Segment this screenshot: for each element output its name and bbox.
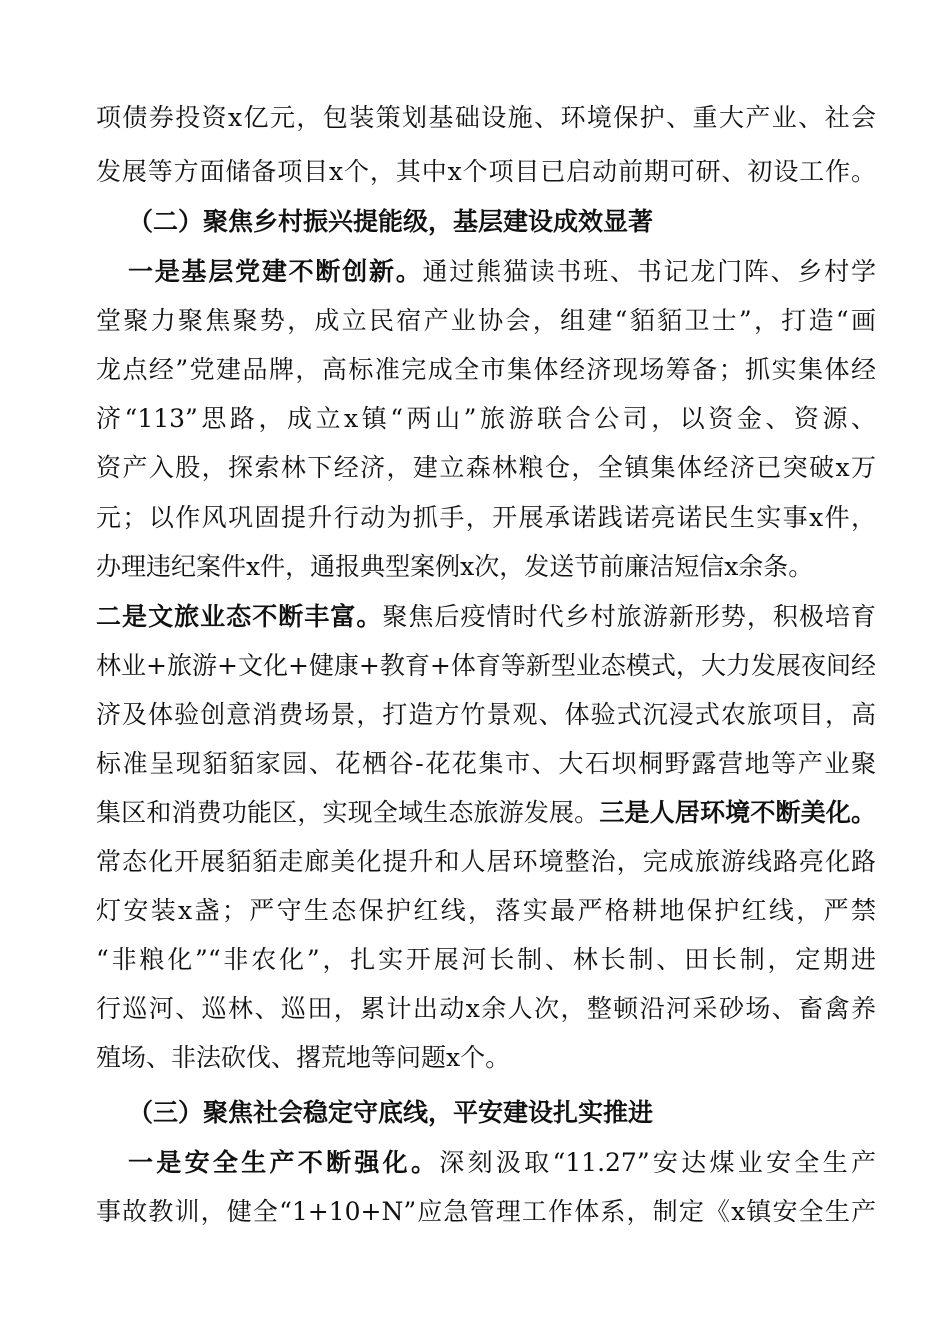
lead-phrase: 一是基层党建不断创新。 bbox=[128, 257, 423, 286]
lead-phrase: 二是文旅业态不断丰富。 bbox=[96, 602, 383, 631]
text-line: 资产入股，探索林下经济，建立森林粮仓，全镇集体经济已突破x万 bbox=[96, 453, 876, 482]
text-line: “非粮化”“非农化”，扎实开展河长制、林长制、田长制，定期进 bbox=[96, 945, 876, 974]
text-line: 济“113”思路，成立x镇“两山”旅游联合公司，以资金、资源、 bbox=[96, 404, 876, 433]
text-line bbox=[96, 1143, 876, 1183]
text-run: 通过熊猫读书班、书记龙门阵、乡村学 bbox=[422, 257, 876, 286]
text-line: 办理违纪案件x件，通报典型案例x次，发送节前廉洁短信x余条。 bbox=[96, 552, 814, 581]
text-line: 龙点经”党建品牌，高标准完成全市集体经济现场筹备；抓实集体经 bbox=[96, 355, 876, 384]
text-line: 灯安装x盏；严守生态保护红线，落实最严格耕地保护红线，严禁 bbox=[96, 896, 876, 925]
section-heading: （三）聚焦社会稳定守底线，平安建设扎实推进 bbox=[128, 1098, 654, 1127]
text-line: 项债券投资x亿元，包装策划基础设施、环境保护、重大产业、社会 bbox=[96, 103, 876, 132]
text-line: 堂聚力聚焦聚势，成立民宿产业协会，组建“貊貊卫士”，打造“画 bbox=[96, 306, 876, 335]
text-run: 集区和消费功能区，实现全域生态旅游发展。 bbox=[96, 798, 600, 827]
text-line: 殖场、非法砍伐、撂荒地等问题x个。 bbox=[96, 1043, 511, 1072]
text-line: 林业+旅游+文化+健康+教育+体育等新型业态模式，大力发展夜间经 bbox=[96, 651, 876, 680]
text-line: 元；以作风巩固提升行动为抓手，开展承诺践诺亮诺民生实事x件， bbox=[96, 503, 876, 532]
text-line: 发展等方面储备项目x个，其中x个项目已启动前期可研、初设工作。 bbox=[96, 157, 876, 186]
text-line: 济及体验创意消费场景，打造方竹景观、体验式沉浸式农旅项目，高 bbox=[96, 700, 876, 729]
text-line bbox=[96, 597, 876, 637]
section-heading: （二）聚焦乡村振兴提能级，基层建设成效显著 bbox=[128, 207, 654, 236]
text-line bbox=[96, 252, 876, 292]
lead-phrase: 一是安全生产不断强化。 bbox=[128, 1148, 440, 1177]
text-line: 标准呈现貊貊家园、花栖谷-花花集市、大石坝桐野露营地等产业聚 bbox=[96, 749, 876, 778]
text-line: 行巡河、巡林、巡田，累计出动x余人次，整顿沿河采砂场、畜禽养 bbox=[96, 994, 876, 1023]
lead-phrase: 三是人居环境不断美化。 bbox=[599, 798, 876, 827]
text-line: 常态化开展貊貊走廊美化提升和人居环境整治，完成旅游线路亮化路 bbox=[96, 847, 876, 876]
text-line: 事故教训，健全“1+10+N”应急管理工作体系，制定《x镇安全生产 bbox=[96, 1197, 876, 1226]
text-run: 聚焦后疫情时代乡村旅游新形势，积极培育 bbox=[382, 602, 876, 631]
text-line bbox=[96, 793, 876, 833]
text-run: 深刻汲取“11.27”安达煤业安全生产 bbox=[439, 1148, 876, 1177]
